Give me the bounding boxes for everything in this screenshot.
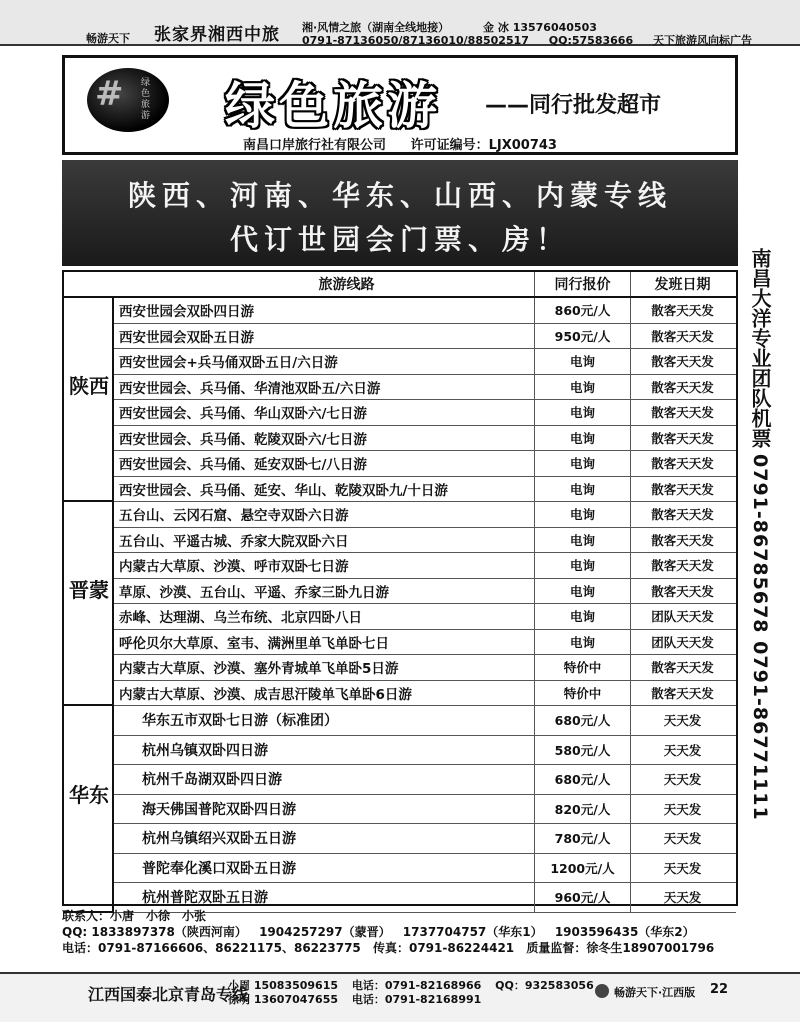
price-cell: 电询: [534, 349, 630, 374]
route-cell: 内蒙古大草原、沙漠、成吉思汗陵单飞单卧6日游: [119, 686, 412, 703]
publication-logo-icon: [595, 984, 609, 998]
price-cell: 电询: [534, 630, 630, 655]
region-label: 陕西: [69, 374, 109, 398]
price-cell: 820元/人: [534, 795, 630, 824]
price-cell: 电询: [534, 553, 630, 578]
table-row: [114, 528, 736, 554]
price-cell: 电询: [534, 502, 630, 527]
table-row: [114, 736, 736, 766]
price-cell: 特价中: [534, 655, 630, 680]
bottom-title: 江西国泰北京青岛专线: [88, 985, 249, 1004]
price-cell: 电询: [534, 375, 630, 400]
table-row: [114, 824, 736, 854]
logo-hash-mark: #: [95, 74, 124, 114]
route-cell: 杭州乌镇绍兴双卧五日游: [142, 831, 296, 848]
table-row: [114, 451, 736, 477]
route-cell: 西安世园会+兵马俑双卧五日/六日游: [119, 355, 338, 372]
price-cell: 680元/人: [534, 765, 630, 794]
supervise: 质量监督：徐冬生18907001796: [526, 941, 715, 955]
route-cell: 五台山、云冈石窟、悬空寺双卧六日游: [119, 508, 349, 525]
date-cell: 天天发: [630, 824, 734, 853]
table-row: [114, 579, 736, 605]
region-label: 晋蒙: [69, 578, 109, 602]
price-cell: 950元/人: [534, 324, 630, 349]
date-cell: 散客天天发: [630, 681, 734, 706]
header-date: 发班日期: [630, 272, 734, 296]
route-cell: 赤峰、达理湖、乌兰布统、北京四卧八日: [119, 610, 362, 627]
route-cell: 西安世园会、兵马俑、华山双卧六/七日游: [119, 406, 367, 423]
bottom-contact-1: 小周 15083509615: [228, 979, 339, 992]
date-cell: 团队天天发: [630, 604, 734, 629]
tel-line: [62, 940, 742, 956]
route-cell: 杭州普陀双卧五日游: [142, 890, 268, 907]
bottom-ad-bar: [0, 972, 800, 1022]
table-row: [114, 681, 736, 707]
date-cell: 天天发: [630, 765, 734, 794]
table-row: [114, 604, 736, 630]
bottom-line-2: [228, 993, 604, 1007]
bottom-line-1: [228, 979, 604, 993]
header-price: 同行报价: [534, 272, 630, 296]
header-route: 旅游线路: [318, 277, 375, 293]
side-ad: [748, 248, 778, 821]
date-cell: 天天发: [630, 795, 734, 824]
route-cell: 五台山、平遥古城、乔家大院双卧六日: [119, 533, 349, 550]
table-row: [114, 375, 736, 401]
route-cell: 内蒙古大草原、沙漠、塞外青城单飞单卧5日游: [119, 661, 399, 678]
table-header-row: [114, 272, 736, 296]
table-row: [114, 706, 736, 736]
brand-title: 绿色旅游: [225, 77, 441, 135]
price-cell: 电询: [534, 528, 630, 553]
price-cell: 电询: [534, 451, 630, 476]
route-cell: 杭州千岛湖双卧四日游: [142, 772, 282, 789]
banner-line-2: 代订世园会门票、房！: [229, 223, 570, 256]
date-cell: 散客天天发: [630, 553, 734, 578]
date-cell: 散客天天发: [630, 298, 734, 323]
table-row: [114, 765, 736, 795]
region-cell: [64, 502, 114, 706]
route-cell: 呼伦贝尔大草原、室韦、满洲里单飞单卧七日: [119, 635, 389, 652]
table-row: [114, 349, 736, 375]
table-row: [114, 795, 736, 825]
bottom-tel-1: 电话：0791-82168966: [351, 979, 482, 992]
route-cell: 西安世园会、兵马俑、乾陵双卧六/七日游: [119, 431, 367, 448]
route-cell: 西安世园会、兵马俑、华清池双卧五/六日游: [119, 380, 381, 397]
date-cell: 散客天天发: [630, 502, 734, 527]
table-row: [114, 477, 736, 503]
banner-line-1: 陕西、河南、华东、山西、内蒙专线: [127, 179, 672, 212]
bottom-contact-2: 徐明 13607047655: [228, 993, 339, 1006]
top-line-2: [302, 32, 768, 48]
qq-3: 1737704757（华东1）: [402, 925, 543, 939]
price-cell: 960元/人: [534, 883, 630, 912]
bottom-lines: [228, 979, 604, 1007]
route-cell: 草原、沙漠、五台山、平遥、乔家三卧九日游: [119, 584, 389, 601]
table-row: [114, 854, 736, 884]
bottom-tel-2: 电话：0791-82168991: [351, 993, 482, 1006]
price-cell: 580元/人: [534, 736, 630, 765]
bottom-qq: QQ：932583056: [495, 979, 594, 992]
globe-logo-icon: [87, 68, 169, 132]
price-cell: 特价中: [534, 681, 630, 706]
tel: 电话：0791-87166606、86221175、86223775: [62, 941, 361, 955]
price-cell: 680元/人: [534, 706, 630, 735]
table-row: [114, 400, 736, 426]
table-row: [114, 298, 736, 324]
top-brand: 畅游天下: [86, 32, 130, 45]
company-line: [65, 134, 735, 153]
promo-banner: [62, 160, 738, 266]
date-cell: 天天发: [630, 854, 734, 883]
top-ad-bar: [0, 0, 800, 46]
contact-footer: [62, 908, 742, 956]
date-cell: 散客天天发: [630, 349, 734, 374]
table-row: [114, 324, 736, 350]
route-cell: 西安世园会、兵马俑、延安、华山、乾陵双卧九/十日游: [119, 482, 448, 499]
route-cell: 西安世园会、兵马俑、延安双卧七/八日游: [119, 457, 367, 474]
logo-text: 绿色旅游: [141, 78, 151, 121]
date-cell: 散客天天发: [630, 655, 734, 680]
side-ad-label: 南昌大洋专业团队机票: [748, 248, 772, 448]
date-cell: 散客天天发: [630, 324, 734, 349]
price-cell: 电询: [534, 400, 630, 425]
date-cell: 散客天天发: [630, 375, 734, 400]
date-cell: 天天发: [630, 706, 734, 735]
price-cell: 电询: [534, 604, 630, 629]
route-cell: 华东五市双卧七日游（标准团）: [142, 713, 338, 730]
region-cell: [64, 706, 114, 913]
top-ad: 天下旅游风向标广告: [652, 34, 752, 47]
brand-slogan: ——同行批发超市: [485, 93, 662, 118]
page-number: 22: [710, 982, 729, 997]
price-cell: 电询: [534, 579, 630, 604]
date-cell: 散客天天发: [630, 400, 734, 425]
route-cell: 海天佛国普陀双卧四日游: [142, 801, 296, 818]
date-cell: 散客天天发: [630, 579, 734, 604]
top-tagline: 湘·风情之旅（湖南全线地接）: [302, 21, 450, 34]
date-cell: 天天发: [630, 736, 734, 765]
table-row: [114, 655, 736, 681]
route-table: [62, 270, 738, 906]
publication-name: 畅游天下·江西版: [614, 986, 696, 999]
date-cell: 天天发: [630, 883, 734, 912]
date-cell: 团队天天发: [630, 630, 734, 655]
contacts-line: 联系人：小唐 小徐 小张: [62, 909, 207, 923]
date-cell: 散客天天发: [630, 426, 734, 451]
table-row: [114, 426, 736, 452]
price-cell: 1200元/人: [534, 854, 630, 883]
table-row: [114, 630, 736, 656]
top-agency-name: 张家界湘西中旅: [154, 25, 280, 45]
price-cell: 电询: [534, 426, 630, 451]
side-ad-phones: 0791-86785678 0791-86771111: [749, 454, 771, 821]
qq-1: QQ: 1833897378（陕西河南）: [62, 925, 247, 939]
table-header: [64, 272, 736, 298]
company-name: 南昌口岸旅行社有限公司: [243, 138, 387, 153]
top-contact: 金 冰 13576040503: [483, 21, 597, 34]
qq-line: [62, 924, 742, 940]
qq-2: 1904257297（蒙晋）: [259, 925, 391, 939]
date-cell: 散客天天发: [630, 477, 734, 502]
price-cell: 电询: [534, 477, 630, 502]
top-qq: QQ:57583666: [548, 34, 634, 47]
route-cell: 西安世园会双卧四日游: [119, 304, 254, 321]
date-cell: 散客天天发: [630, 528, 734, 553]
region-cell: [64, 298, 114, 502]
table-row: [114, 502, 736, 528]
price-cell: 780元/人: [534, 824, 630, 853]
date-cell: 散客天天发: [630, 451, 734, 476]
table-row: [114, 553, 736, 579]
brand-header: [62, 55, 738, 155]
fax: 传真：0791-86224421: [372, 941, 515, 955]
route-cell: 西安世园会双卧五日游: [119, 329, 254, 346]
price-cell: 860元/人: [534, 298, 630, 323]
top-phones: 0791-87136050/87136010/88502517: [302, 34, 529, 47]
route-cell: 内蒙古大草原、沙漠、呼市双卧七日游: [119, 559, 349, 576]
qq-4: 1903596435（华东2）: [554, 925, 695, 939]
route-cell: 普陀奉化溪口双卧五日游: [142, 860, 296, 877]
region-label: 华东: [69, 783, 109, 808]
license-number: 许可证编号：LJX00743: [410, 138, 557, 153]
route-cell: 杭州乌镇双卧四日游: [142, 742, 268, 759]
